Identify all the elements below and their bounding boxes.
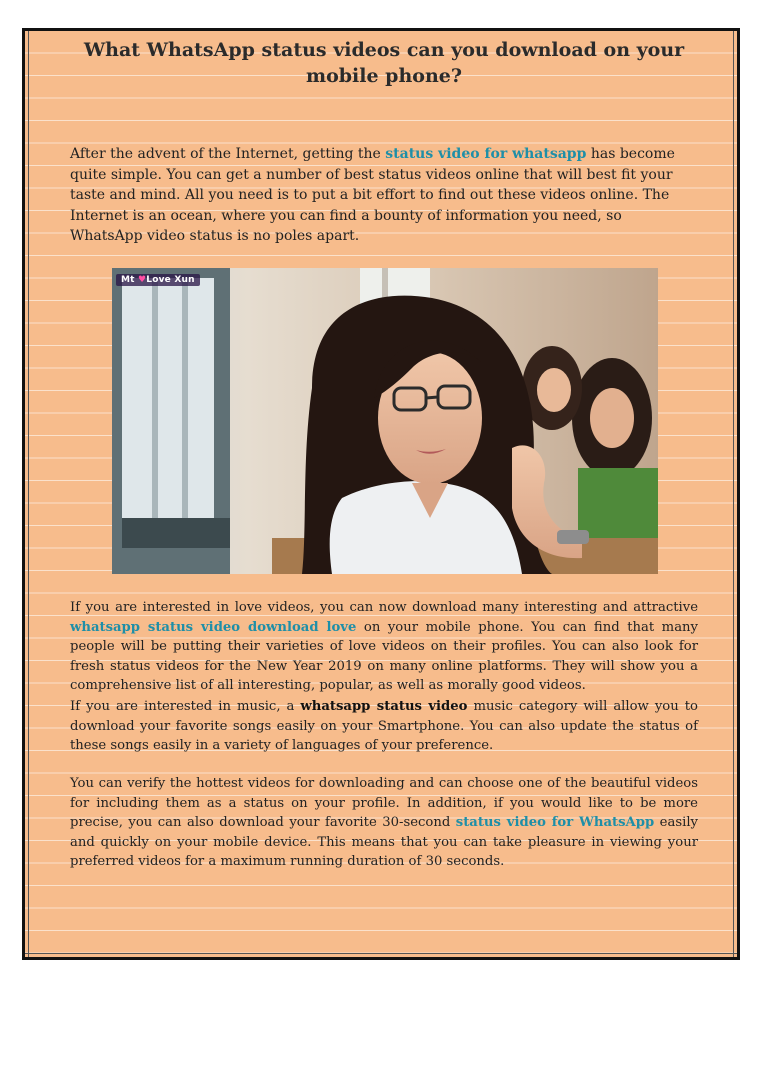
video-watermark <box>116 274 200 286</box>
intro-paragraph <box>70 144 698 247</box>
inner-border-left <box>28 31 29 957</box>
verify-text-start: You can verify the hottest videos for downloading and can choose one of the beautiful videos for including them as a status on your profile. In addition, if you would like to be more precise, you can also download your favorite 30-second <box>70 776 698 831</box>
love-text-end: on your mobile phone. You can find that many people will be putting their varieties of love videos on their profiles. You can also look for fresh status videos for the New Year 2019 on many online platforms. They will show you a comprehensive list of all interesting, popular, as well as morally good videos. <box>70 619 698 694</box>
heart-icon: ♥ <box>138 275 147 285</box>
verify-paragraph <box>70 774 698 872</box>
status-video-link[interactable]: status video for whatsapp <box>385 146 587 162</box>
status-video-image <box>112 268 658 574</box>
music-paragraph <box>70 697 698 756</box>
watermark-text-post: Xun <box>174 275 195 285</box>
page-title: What WhatsApp status videos can you download on your mobile phone? <box>83 39 685 87</box>
inner-border-bottom <box>25 953 737 954</box>
intro-text-end: has become quite simple. You can get a number of best status videos online that will best fit your taste and mind. All you need is to put a bit effort to find out these videos online. The Internet is an ocean, where you can find a bounty of information you need, so WhatsApp video status is no poles apart. <box>70 146 675 244</box>
music-text-start: If you are interested in music, a <box>70 699 301 714</box>
intro-text-start: After the advent of the Internet, getting the <box>70 146 386 162</box>
watermark-text-mid: Love <box>146 275 171 285</box>
photo-illustration <box>112 268 658 574</box>
whatsapp-love-link[interactable]: whatsapp status video download love <box>70 619 357 635</box>
inner-border-right <box>733 31 734 957</box>
watermark-text-pre: Mt <box>121 275 135 285</box>
love-text-start: If you are interested in love videos, you can now download many interesting and attractive <box>70 600 698 615</box>
music-text-end: music category will allow you to download your favorite songs easily on your Smartphone. You can also update the status of these songs easily in a variety of languages of your preference. <box>70 699 698 754</box>
verify-text-end: easily and quickly on your mobile device. This means that you can take pleasure in viewing your preferred videos for a maximum running duration of 30 seconds. <box>70 815 698 870</box>
love-videos-paragraph <box>70 598 698 696</box>
status-video-for-whatsapp-link[interactable]: status video for WhatsApp <box>455 815 655 831</box>
whatsapp-status-video-bold: whatsapp status video <box>300 699 468 714</box>
